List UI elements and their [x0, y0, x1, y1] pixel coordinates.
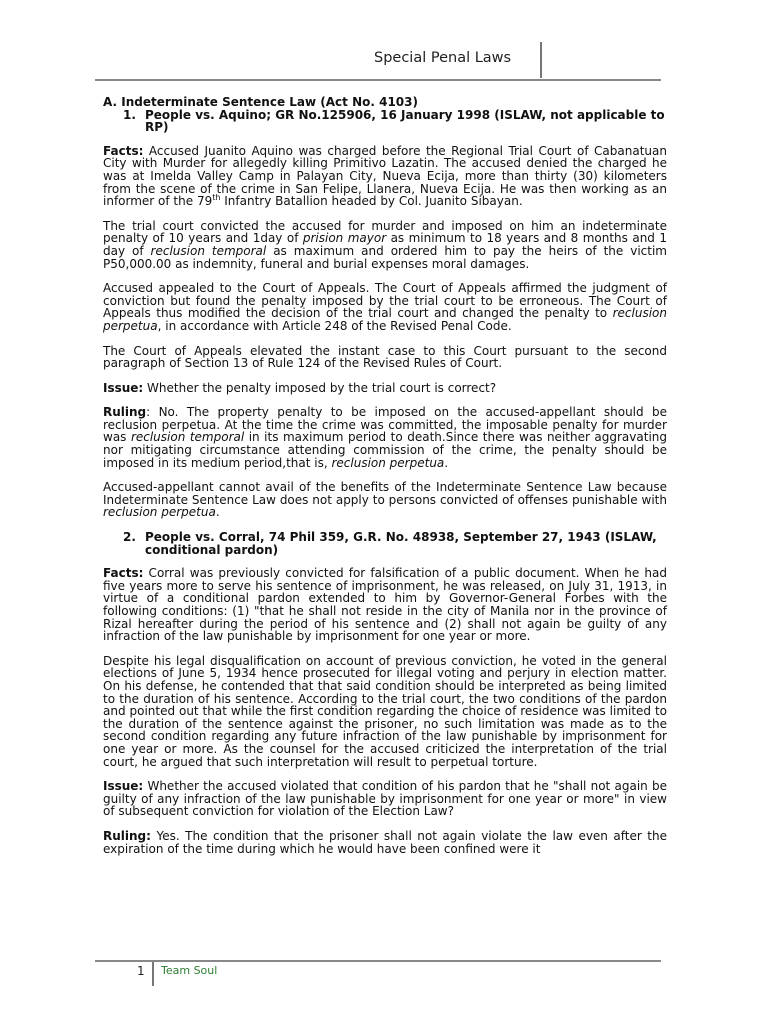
facts-label: Facts: [103, 143, 144, 158]
issue-label: Issue: [103, 779, 144, 794]
header-rule [95, 79, 661, 81]
footer-divider [152, 962, 154, 986]
case-1-title: People vs. Aquino; GR No.125906, 16 January 1998 (ISLAW, not applicable to RP) [145, 107, 665, 135]
ruling-label: Ruling: [103, 828, 151, 843]
document-body [103, 96, 667, 867]
issue-label: Issue: [103, 380, 144, 395]
case-1-paragraph-4: The Court of Appeals elevated the instant case to this Court pursuant to the second paragraph of Section 13 of Rule 124 of the Revised Rules of Court. [103, 343, 667, 371]
case-1-paragraph-2: The trial court convicted the accused for murder and imposed on him an indeterminate penalty of 10 years and 1day of prision mayor as minimum to 18 years and 8 months and 1 day of reclusion temporal as maximum and ordered him to pay the heirs of the victim P50,000.00 as indemnity, funeral and burial expenses moral damages. [103, 218, 667, 271]
case-2-paragraph-2: Despite his legal disqualification on account of previous conviction, he voted in the general elections of June 5, 1934 hence prosecuted for illegal voting and perjury in election matter. On his defense, he contended that that said condition should be interpreted as being limited to the duration of his sentence. According to the trial court, the two conditions of the pardon and pointed out that while the first condition regarding the choice of residence was limited to the duration of the sentence against the prisoner, no such limitation was made as to the second condition regarding any future infraction of the law punishable by imprisonment for one year or more. As the counsel for the accused criticized the interpretation of the trial court, he argued that such interpretation will result to perpetual torture. [103, 653, 667, 769]
case-1-paragraph-3: Accused appealed to the Court of Appeals. The Court of Appeals affirmed the judgment of conviction but found the penalty imposed by the trial court to be erroneous. The Court of Appeals thus modified the decision of the trial court and changed the penalty to reclusion perpetua, in accordance with Article 248 of the Revised Penal Code. [103, 281, 667, 333]
ruling-label: Ruling [103, 405, 147, 420]
case-1-ruling: Ruling: No. The property penalty to be imposed on the accused-appellant should be reclusion perpetua. At the time the crime was committed, the imposable penalty for murder was reclusion temporal in its maximum period to death.Since there was neither aggravating nor mitigating circumstance attending commission of the crime, the penalty should be imposed in its medium period,that is, reclusion perpetua. [103, 405, 668, 470]
case-1-heading [103, 109, 667, 134]
header-divider [540, 42, 542, 78]
case-2-heading [103, 531, 667, 556]
footer-team-name: Team Soul [161, 964, 218, 977]
facts-label: Facts: [103, 566, 144, 581]
case-2-number: 2. [123, 530, 136, 545]
case-1-paragraph-6: Accused-appellant cannot avail of the benefits of the Indeterminate Sentence Law because Indeterminate Sentence Law does not apply to persons convicted of offenses punishable with reclusion perpetua. [103, 480, 667, 520]
case-2-facts: Facts: Corral was previously convicted for falsification of a public document. When he had five years more to serve his sentence of imprisonment, he was released, on July 31, 1913, in virtue of a conditional pardon extended to him by Governor-General Forbes with the following conditions: (1) "that he shall not reside in the city of Manila nor in the province of Rizal hereafter during the period of his sentence and (2) shall not again be guilty of any infraction of the law punishable by imprisonment for one year or more. [103, 566, 667, 644]
section-heading: A. Indeterminate Sentence Law (Act No. 4103) [103, 95, 418, 109]
footer-rule [95, 960, 661, 962]
page-header-title: Special Penal Laws [374, 50, 512, 66]
case-2-title: People vs. Corral, 74 Phil 359, G.R. No. 48938, September 27, 1943 (ISLAW, conditional pardon) [145, 530, 657, 557]
case-1-number: 1. [123, 107, 136, 122]
case-2-issue: Issue: Whether the accused violated that condition of his pardon that he "shall not again be guilty of any infraction of the law punishable by imprisonment for one year or more" in view of subsequent conviction for violation of the Election Law? [103, 779, 667, 819]
case-1-facts: Facts: Accused Juanito Aquino was charged before the Regional Trial Court of Cabanatuan City with Murder for allegedly killing Primitivo Lazatin. The accused denied the charged he was at Imelda Valley Camp in Palayan City, Nueva Ecija, more than thirty (30) kilometers from the scene of the crime in San Felipe, Llanera, Nueva Ecija. He was then working as an informer of the 79th Infantry Batallion headed by Col. Juanito Sibayan. [103, 143, 667, 209]
page-number: 1 [137, 964, 145, 978]
case-1-issue: Issue: Whether the penalty imposed by the trial court is correct? [103, 380, 497, 395]
case-2-ruling: Ruling: Yes. The condition that the prisoner shall not again violate the law even after the expiration of the time during which he would have been confined were it [103, 828, 667, 856]
